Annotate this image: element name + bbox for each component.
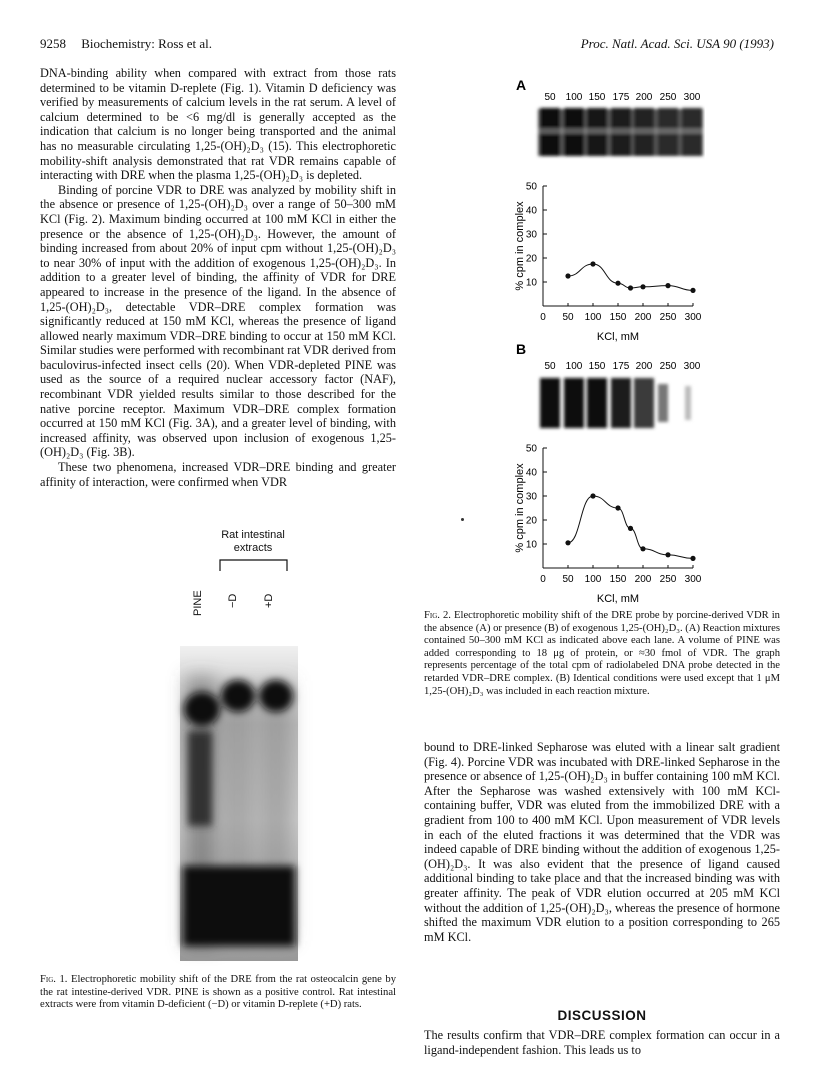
gel-lane — [587, 378, 607, 428]
x-tick-label: 200 — [634, 574, 652, 585]
lane-label: 175 — [612, 361, 630, 372]
paragraph: DNA-binding ability when compared with extract from those rats determined to be vitamin D-replete (Fig. 1). Vitamin D deficiency was verified by measurements of calcium levels in the rat serum. A level of calcium determined to be <6 mg/dl is generally accepted as the indication that calcium is no longer being transported and the animal has no measurable circulating 1,25-(OH)₂D₃ (15). This electrophoretic mobility-shift analysis demonstrated that rat VDR remains capable of interacting with DRE when the plasma 1,25-(OH)₂D₃ is depleted. — [40, 66, 396, 183]
y-tick-label: 30 — [525, 229, 537, 241]
x-tick-label: 100 — [584, 312, 602, 323]
running-header-left — [40, 36, 212, 52]
paragraph: These two phenomena, increased VDR–DRE binding and greater affinity of interaction, were confirmed when VDR — [40, 460, 396, 489]
x-axis-label: KCl, mM — [596, 331, 640, 343]
lane-label: 300 — [683, 92, 701, 103]
figure1-group-label: extracts — [233, 542, 273, 554]
data-point — [628, 526, 633, 531]
x-axis-label: KCl, mM — [596, 593, 640, 605]
y-tick-label: 20 — [525, 515, 537, 527]
section-heading: DISCUSSION — [557, 1008, 647, 1023]
figure2-panel-a — [505, 76, 705, 346]
y-tick-label: 10 — [525, 539, 537, 551]
figure1-caption — [40, 974, 396, 1012]
x-tick-label: 100 — [584, 574, 602, 585]
journal-citation: Proc. Natl. Acad. Sci. USA 90 (1993) — [580, 36, 774, 51]
caption-text: Electrophoretic mobility shift of the DRE probe by porcine-derived VDR in the absence (A) or presence (B) of exogenous 1,25-(OH)₂D₃. (A) Reaction mixtures contained 50–300 mM KCl as indicated above each lane. A volume of PINE was added corresponding to 18 μg of protein, or ≈30 fmol of VDR. The graph represents percentage of the total cpm of radiolabeled DNA probe detected in the retarded VDR–DRE complex. (B) Identical conditions were used except that 1 μM 1,25-(OH)₂D₃ was included in each reaction mixture. — [424, 610, 780, 697]
data-point — [628, 285, 633, 290]
x-tick-label: 50 — [562, 574, 574, 585]
gel-lane — [540, 378, 560, 428]
x-tick-label: 150 — [609, 574, 627, 585]
y-tick-label: 10 — [525, 277, 537, 289]
lane-label: 200 — [635, 92, 653, 103]
lane-label: PINE — [192, 590, 204, 616]
gel-lane — [685, 386, 691, 420]
figure2b-plot — [514, 444, 702, 606]
figure1-bracket — [220, 560, 287, 571]
x-tick-label: 50 — [562, 312, 574, 323]
discussion-text: The results confirm that VDR–DRE complex formation can occur in a ligand-independent fashion. This leads us to — [424, 1028, 780, 1057]
lane-label: 50 — [544, 92, 556, 103]
data-point — [565, 540, 570, 545]
figure2a-plot — [514, 182, 702, 344]
lane-label: 150 — [588, 361, 606, 372]
lane-label: +D — [263, 593, 275, 608]
y-tick-label: 50 — [525, 443, 537, 455]
lane-label: 100 — [565, 92, 583, 103]
y-tick-label: 30 — [525, 491, 537, 503]
gel-strip-highlight — [538, 128, 703, 134]
caption-label: Fig. 1. — [40, 974, 68, 985]
data-point — [615, 505, 620, 510]
gel-strip — [540, 378, 691, 428]
data-point — [615, 281, 620, 286]
x-tick-label: 200 — [634, 312, 652, 323]
x-tick-label: 150 — [609, 312, 627, 323]
lane-label: 150 — [588, 92, 606, 103]
data-point — [665, 552, 670, 557]
y-tick-label: 20 — [525, 253, 537, 265]
stray-mark — [461, 518, 464, 521]
figure2-panel-b — [505, 340, 705, 610]
paragraph: bound to DRE-linked Sepharose was eluted with a linear salt gradient (Fig. 4). Porcine VDR was incubated with DRE-linked Sepharose in the presence or absence of 1,25-(OH)₂D₃ in buffer containing 100 mM KCl. After the Sepharose was washed extensively with 100 mM KCl-containing buffer, VDR was eluted from the immobilized DRE with a gradient from 100 to 400 mM KCl. Upon measurement of VDR levels in each of the eluted fractions it was determined that the VDR was indeed capable of DRE binding without the addition of exogenous 1,25-(OH)₂D₃. It was also evident that the presence of ligand caused additional binding to take place and that the increased binding was with greater affinity. The peak of VDR elution occurred at 205 mM KCl without the addition of 1,25-(OH)₂D₃, whereas the presence of hormone shifted the maximum VDR elution to a position corresponding to 265 mM KCl. — [424, 740, 780, 944]
gel-lane — [634, 378, 654, 428]
gel-lane — [611, 378, 631, 428]
caption-label: Fig. 2. — [424, 610, 451, 621]
panel-label: A — [516, 77, 527, 93]
lane-label: −D — [227, 593, 239, 608]
y-tick-label: 40 — [525, 205, 537, 217]
y-tick-label: 40 — [525, 467, 537, 479]
data-point — [565, 273, 570, 278]
lane-labels — [544, 92, 700, 103]
gel-smear-lane — [188, 731, 212, 826]
lane-labels — [544, 361, 700, 372]
paragraph: Binding of porcine VDR to DRE was analyzed by mobility shift in the absence or presence of 1,25-(OH)₂D₃ over a range of 50–300 mM KCl (Fig. 2). Maximum binding occurred at 100 mM KCl in either the presence or the absence of 1,25-(OH)₂D₃. However, the amount of binding increased from about 20% of input cpm without 1,25-(OH)₂D₃ to near 30% of input with the addition of exogenous 1,25-(OH)₂D₃. In addition to a greater level of binding, the affinity of VDR for DRE appeared to increase in the presence of the ligand. In the absence of 1,25-(OH)₂D₃, detectable VDR–DRE complex formation was significantly reduced at 150 mM KCl, whereas the presence of ligand allowed nearly maximum VDR–DRE binding to occur at 150 mM KCl. Similar studies were performed with recombinant rat VDR derived from baculovirus-infected insect cells (20). When VDR-depleted PINE was used as the source of a required nuclear accessory factor (NAF), recombinant VDR yielded results similar to those described for the native porcine receptor. Maximum VDR–DRE complex formation occurred at 150 mM KCl (Fig. 3A), and a greater level of binding, with increased affinity, was observed upon inclusion of exogenous 1,25-(OH)₂D₃ (Fig. 3B). — [40, 182, 396, 460]
running-title: Biochemistry: Ross et al. — [81, 36, 212, 51]
gel-strip — [538, 108, 703, 156]
figure2-caption — [424, 610, 780, 698]
figure1-group-label: Rat intestinal — [221, 529, 285, 541]
left-column-text — [40, 66, 396, 489]
panel-label: B — [516, 341, 527, 357]
lane-label: 50 — [544, 361, 556, 372]
lane-label: 250 — [659, 92, 677, 103]
caption-text: Electrophoretic mobility shift of the DRE from the rat osteocalcin gene by the rat intestine-derived VDR. PINE is shown as a positive control. Rat intestinal extracts were from vitamin D-deficient (−D) or vitamin D-replete (+D) rats. — [40, 974, 397, 1011]
gel-band-free-probe — [183, 866, 295, 946]
x-tick-label: 300 — [684, 312, 702, 323]
y-tick-label: 50 — [525, 181, 537, 193]
data-point — [590, 261, 595, 266]
x-tick-label: 300 — [684, 574, 702, 585]
figure1-gel — [150, 526, 320, 966]
x-tick-label: 250 — [659, 574, 677, 585]
gel-lane — [658, 384, 668, 422]
right-column-text — [424, 740, 780, 944]
data-point — [640, 546, 645, 551]
x-tick-label: 0 — [540, 312, 546, 323]
data-point — [640, 284, 645, 289]
gel-band-complex — [184, 692, 220, 726]
lane-label: 175 — [612, 92, 630, 103]
page-number: 9258 — [40, 36, 66, 51]
y-axis-label: % cpm in complex — [514, 201, 526, 291]
lane-label: 300 — [683, 361, 701, 372]
x-tick-label: 250 — [659, 312, 677, 323]
data-point — [690, 288, 695, 293]
lane-label: 200 — [635, 361, 653, 372]
lane-label: 250 — [659, 361, 677, 372]
data-point — [590, 493, 595, 498]
y-axis-label: % cpm in complex — [514, 463, 526, 553]
data-point — [690, 556, 695, 561]
x-tick-label: 0 — [540, 574, 546, 585]
gel-band-complex — [221, 680, 255, 712]
gel-band-complex — [259, 680, 293, 712]
data-point — [665, 283, 670, 288]
lane-label: 100 — [565, 361, 583, 372]
gel-lane — [564, 378, 584, 428]
